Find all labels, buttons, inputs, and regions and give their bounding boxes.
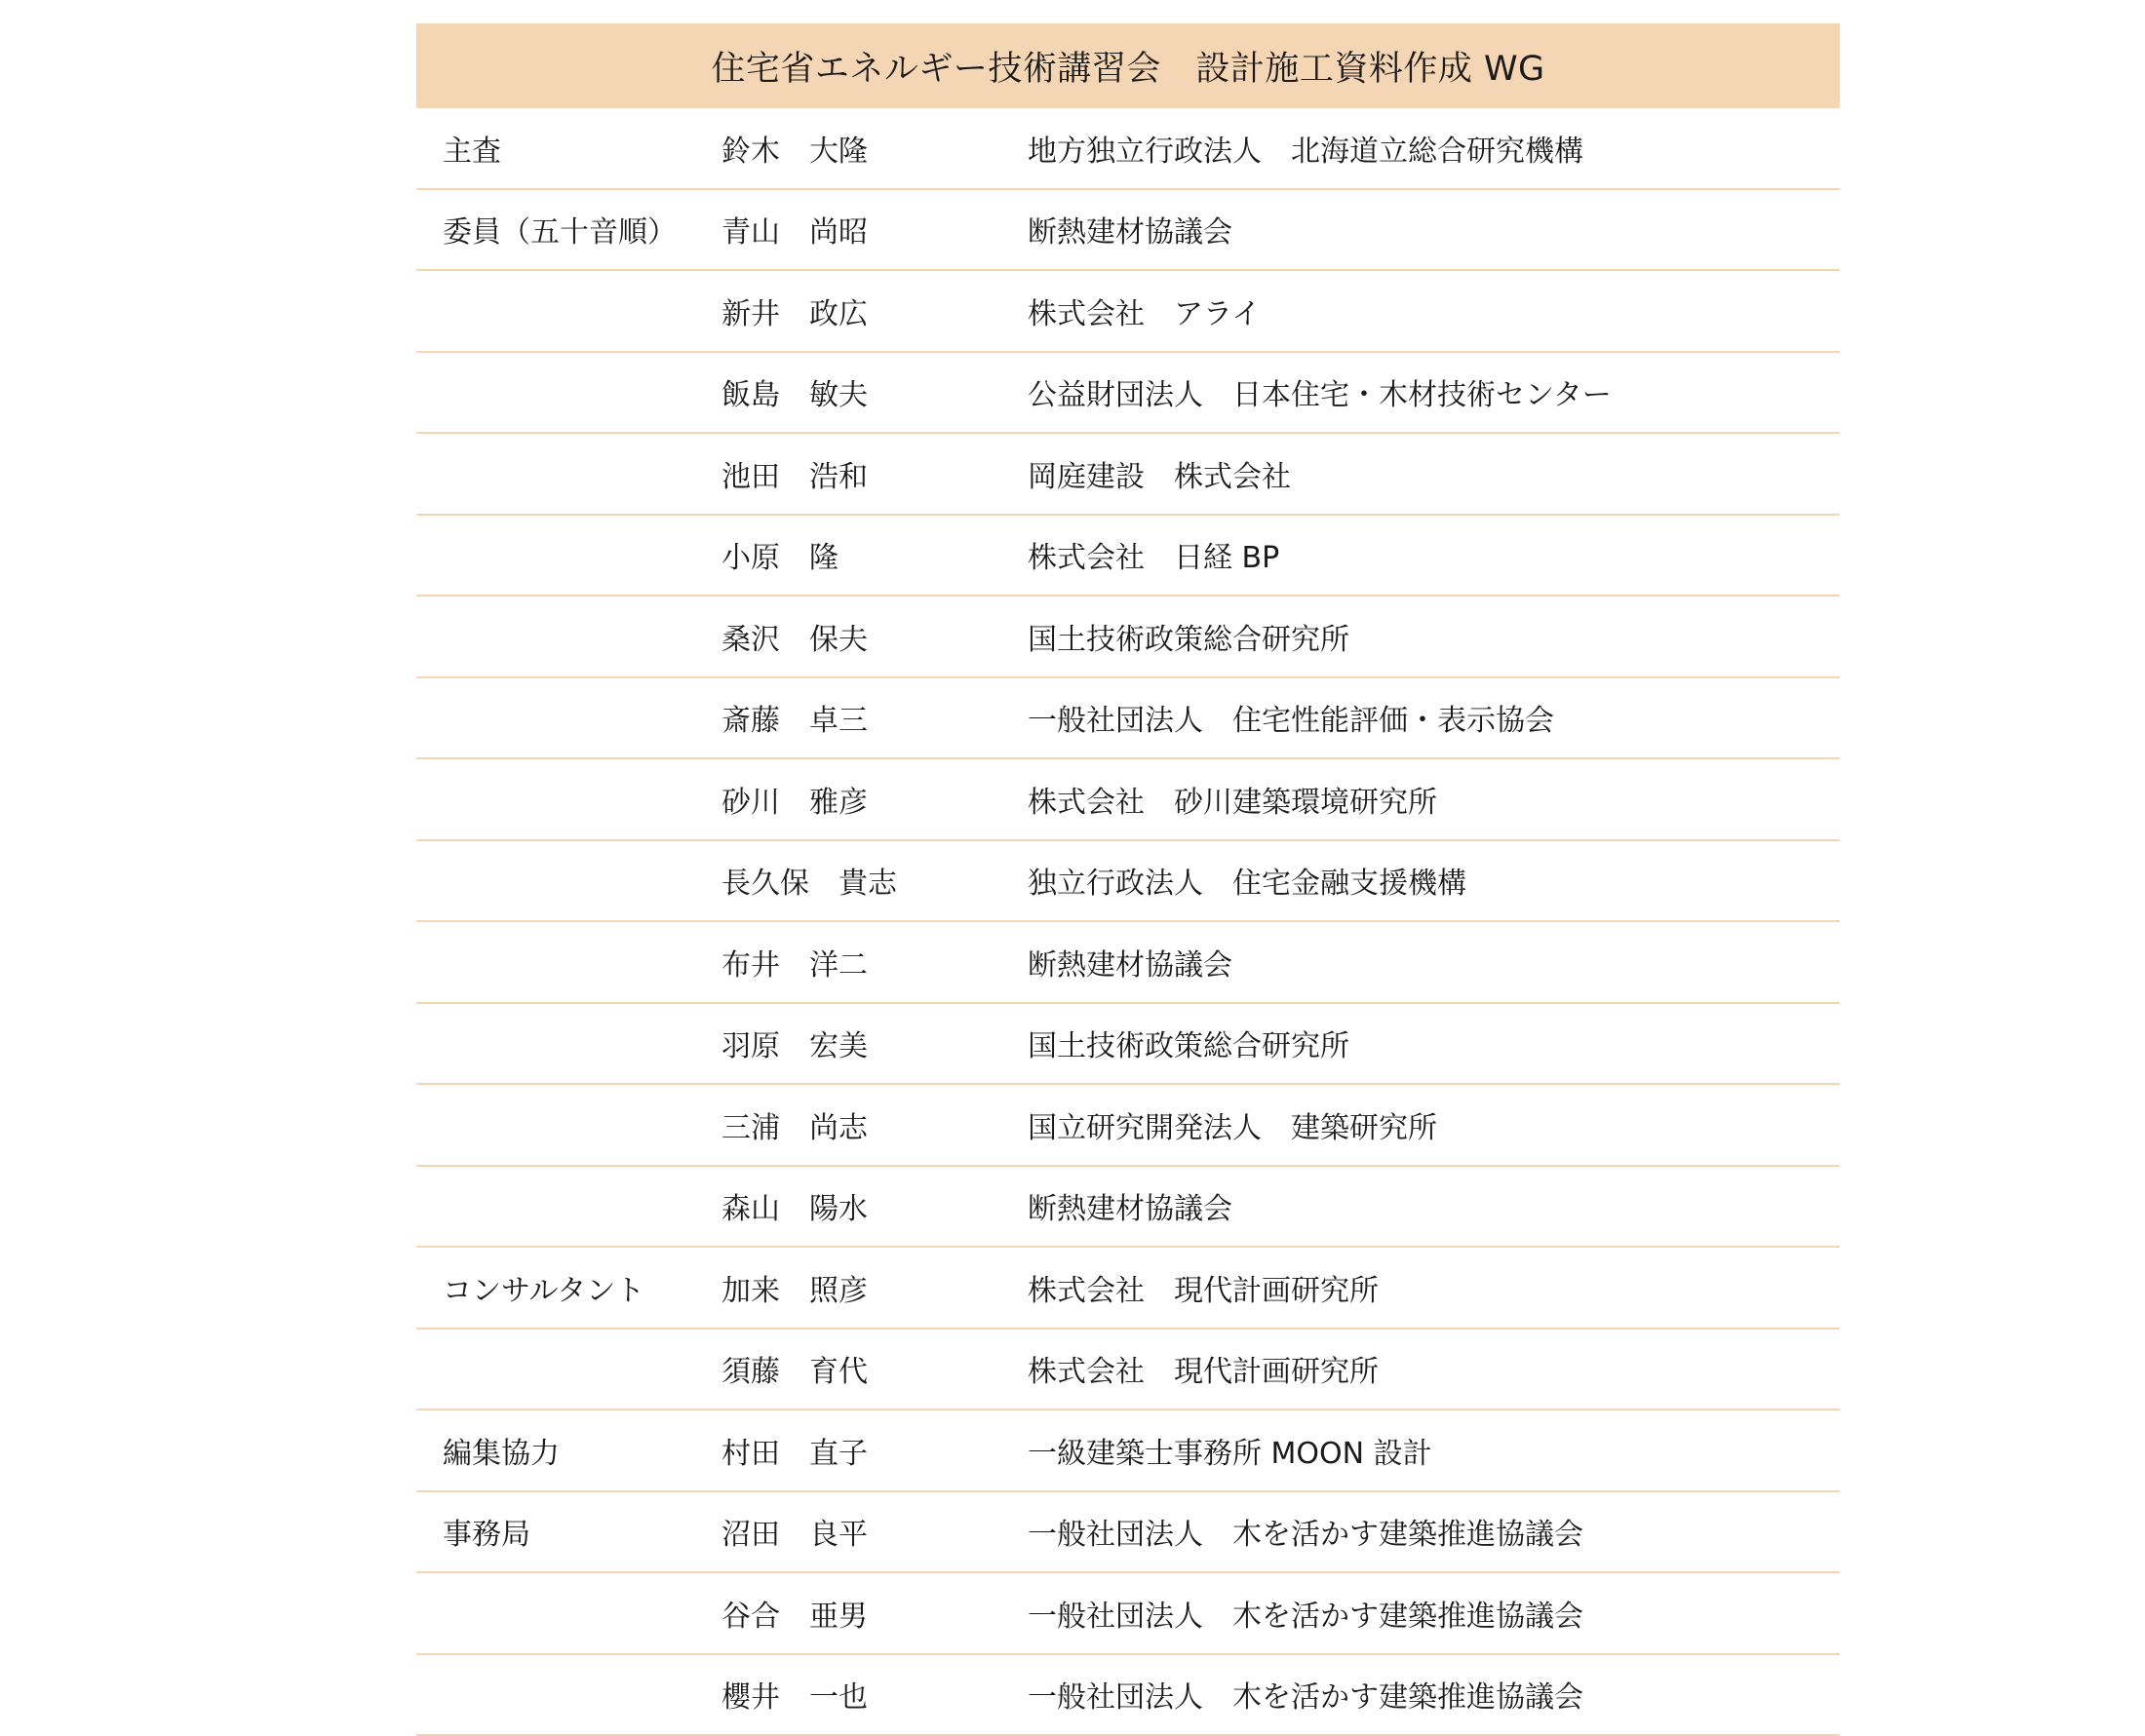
roster-row (416, 516, 1840, 598)
roster-row (416, 841, 1840, 923)
roster-row (416, 597, 1840, 678)
member-organization: 岡庭建設 株式会社 (1028, 452, 1840, 495)
roster-row (416, 1410, 1840, 1492)
member-name: 青山 尚昭 (722, 208, 1028, 251)
roster-row (416, 1004, 1840, 1086)
member-role: 編集協力 (416, 1429, 722, 1472)
member-organization: 独立行政法人 住宅金融支援機構 (1028, 859, 1840, 902)
member-organization: 一般社団法人 住宅性能評価・表示協会 (1028, 696, 1840, 739)
member-organization: 株式会社 砂川建築環境研究所 (1028, 778, 1840, 821)
roster-row (416, 1573, 1840, 1655)
member-name: 加来 照彦 (722, 1266, 1028, 1309)
member-role: 事務局 (416, 1510, 722, 1553)
member-name: 鈴木 大隆 (722, 127, 1028, 170)
member-organization: 一般社団法人 木を活かす建築推進協議会 (1028, 1673, 1840, 1716)
member-name: 桑沢 保夫 (722, 615, 1028, 658)
member-organization: 断熱建材協議会 (1028, 941, 1840, 984)
roster-row (416, 1330, 1840, 1411)
member-name: 須藤 育代 (722, 1347, 1028, 1390)
member-role: コンサルタント (416, 1266, 722, 1309)
member-role: 委員（五十音順） (416, 208, 722, 251)
roster-row (416, 922, 1840, 1004)
roster-row (416, 1085, 1840, 1167)
roster-row (416, 759, 1840, 841)
member-organization: 断熱建材協議会 (1028, 208, 1840, 251)
roster-row (416, 108, 1840, 190)
member-name: 長久保 貴志 (722, 859, 1028, 902)
roster-title: 住宅省エネルギー技術講習会 設計施工資料作成 WG (416, 23, 1840, 108)
roster-row (416, 1167, 1840, 1249)
member-role: 主査 (416, 127, 722, 170)
member-name: 沼田 良平 (722, 1510, 1028, 1553)
roster-body (416, 108, 1840, 1736)
roster-row (416, 1655, 1840, 1736)
member-name: 池田 浩和 (722, 452, 1028, 495)
member-name: 布井 洋二 (722, 941, 1028, 984)
member-organization: 地方独立行政法人 北海道立総合研究機構 (1028, 127, 1840, 170)
member-organization: 一級建築士事務所 MOON 設計 (1028, 1429, 1840, 1472)
member-organization: 公益財団法人 日本住宅・木材技術センター (1028, 370, 1840, 413)
member-name: 谷合 亜男 (722, 1592, 1028, 1635)
member-organization: 国土技術政策総合研究所 (1028, 1022, 1840, 1064)
roster-row (416, 434, 1840, 516)
roster-row (416, 271, 1840, 353)
committee-roster (416, 23, 1840, 1736)
member-name: 羽原 宏美 (722, 1022, 1028, 1064)
roster-row (416, 353, 1840, 435)
member-organization: 株式会社 アライ (1028, 289, 1840, 332)
roster-row (416, 1248, 1840, 1330)
member-name: 飯島 敏夫 (722, 370, 1028, 413)
member-organization: 国土技術政策総合研究所 (1028, 615, 1840, 658)
member-name: 斎藤 卓三 (722, 696, 1028, 739)
member-organization: 株式会社 日経 BP (1028, 533, 1840, 576)
member-organization: 株式会社 現代計画研究所 (1028, 1266, 1840, 1309)
member-name: 三浦 尚志 (722, 1103, 1028, 1146)
member-organization: 国立研究開発法人 建築研究所 (1028, 1103, 1840, 1146)
member-organization: 株式会社 現代計画研究所 (1028, 1347, 1840, 1390)
member-organization: 一般社団法人 木を活かす建築推進協議会 (1028, 1510, 1840, 1553)
member-name: 小原 隆 (722, 533, 1028, 576)
member-name: 新井 政広 (722, 289, 1028, 332)
member-name: 森山 陽水 (722, 1184, 1028, 1227)
member-name: 砂川 雅彦 (722, 778, 1028, 821)
member-name: 村田 直子 (722, 1429, 1028, 1472)
roster-row (416, 190, 1840, 272)
roster-row (416, 1492, 1840, 1574)
member-organization: 一般社団法人 木を活かす建築推進協議会 (1028, 1592, 1840, 1635)
member-name: 櫻井 一也 (722, 1673, 1028, 1716)
roster-row (416, 678, 1840, 760)
member-organization: 断熱建材協議会 (1028, 1184, 1840, 1227)
